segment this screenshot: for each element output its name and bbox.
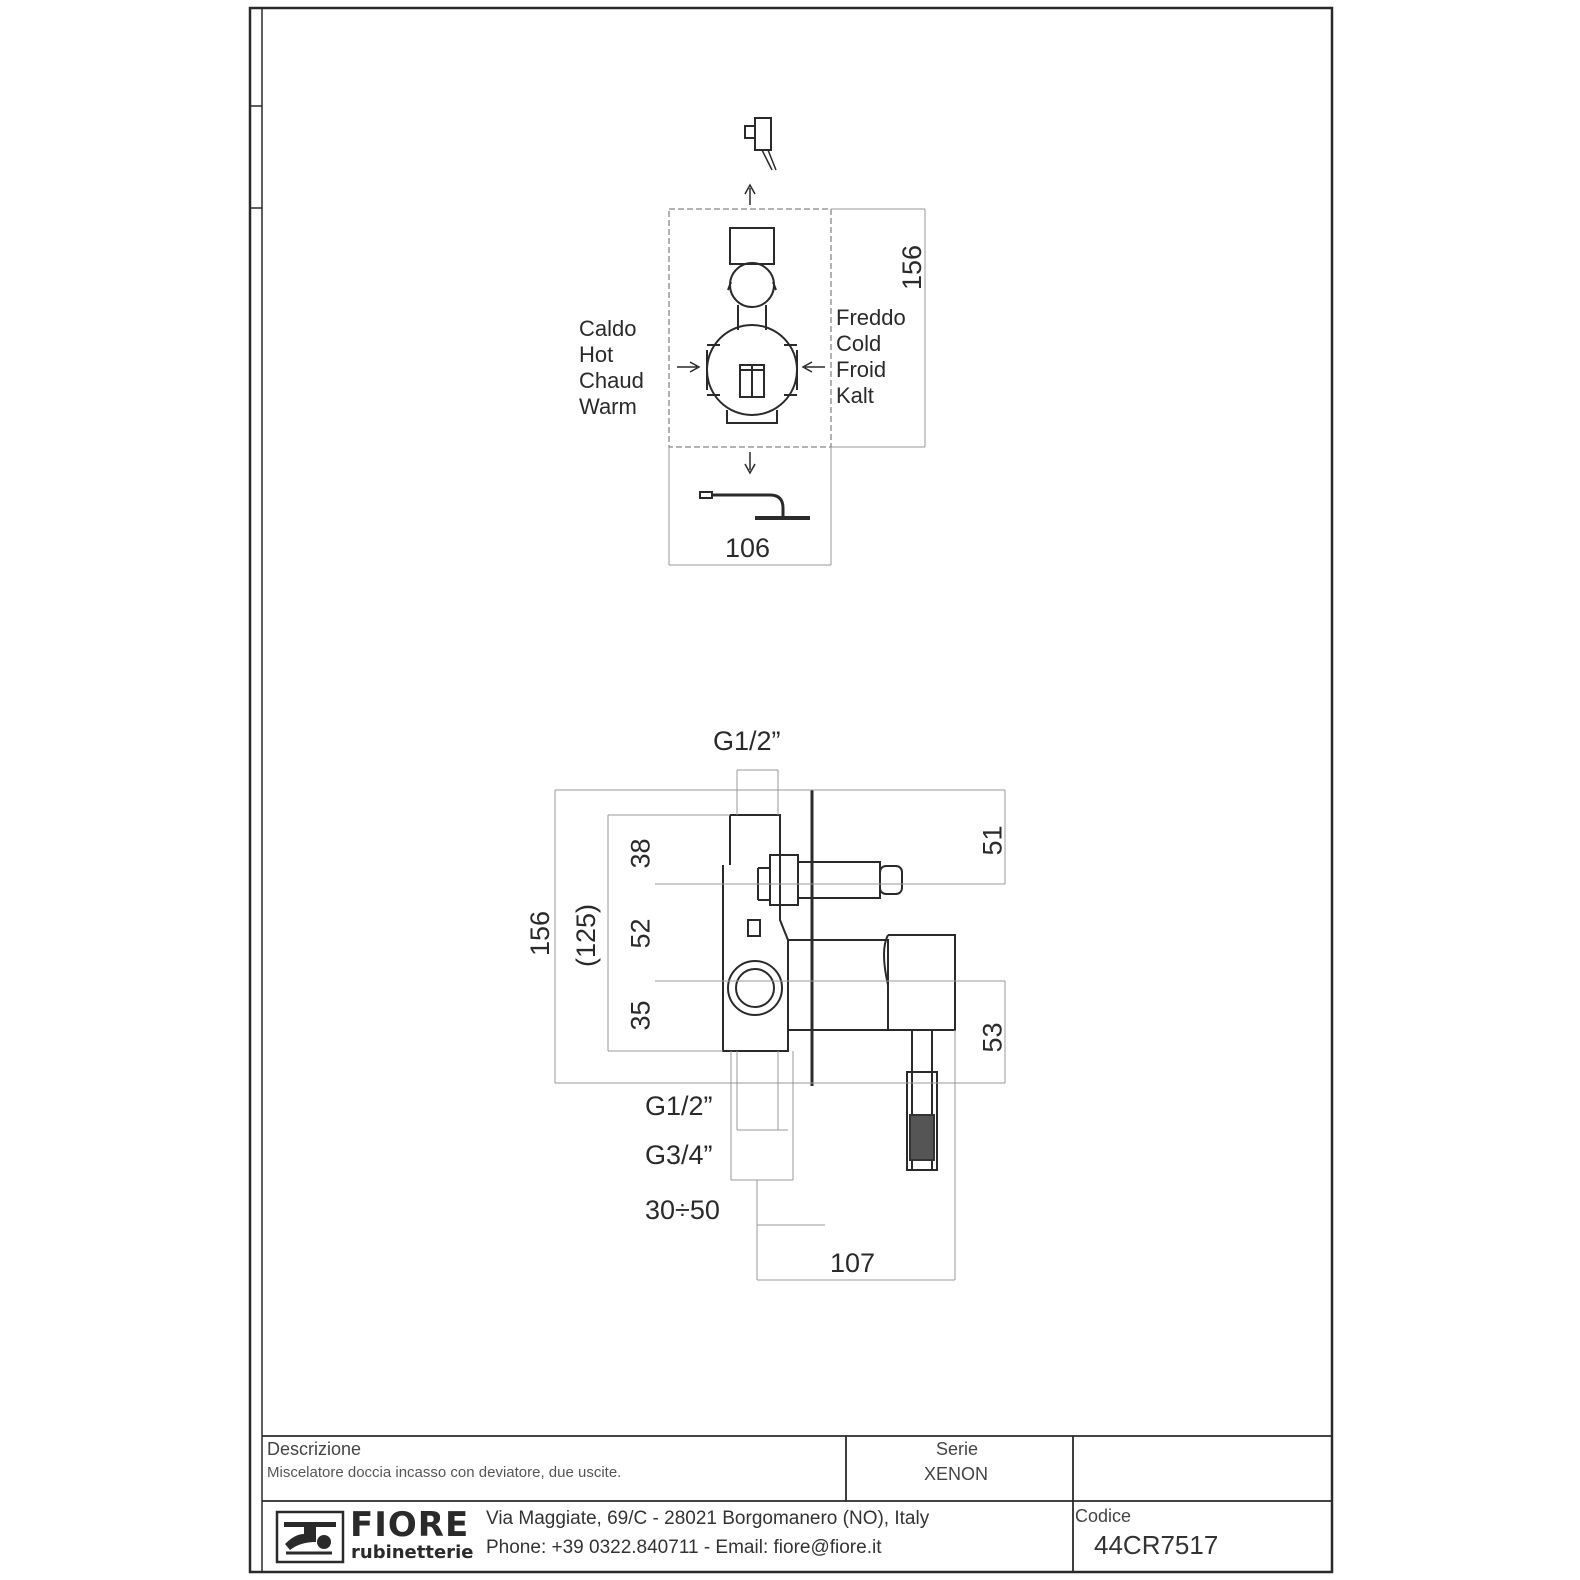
wall-depth-dimension: 30÷50 [645,1195,720,1225]
body-height-dimension: (125) [571,903,602,968]
hot-inlet-label-en: Hot [579,342,614,367]
dimension-52: 52 [625,918,656,949]
address-line: Via Maggiate, 69/C - 28021 Borgomanero (NO), Italy [486,1508,930,1529]
cold-inlet-label-it: Freddo [836,305,906,330]
contact-line: Phone: +39 0322.840711 - Email: fiore@fiore.it [486,1537,882,1558]
cold-inlet-label-en: Cold [836,331,882,356]
hot-inlet-label-fr: Chaud [579,368,644,393]
dimension-53: 53 [977,1022,1008,1053]
logo-sub-text: rubinetterie [351,1542,474,1563]
dimension-38: 38 [625,838,656,869]
cold-inlet-label-de: Kalt [836,383,874,408]
code-header: Codice [1075,1506,1132,1526]
dimension-51: 51 [977,825,1008,856]
code-value: 44CR7517 [1094,1530,1219,1560]
front-height-dimension: 156 [897,244,928,291]
logo-brand-text: FIORE [350,1505,470,1545]
front-width-dimension: 106 [725,533,771,563]
cold-inlet-label-fr: Froid [836,357,887,382]
hot-inlet-label-de: Warm [579,394,637,419]
hot-inlet-label-it: Caldo [579,316,637,341]
side-view [555,770,1005,1280]
description-header: Descrizione [267,1439,362,1459]
series-value: XENON [924,1464,989,1484]
description-text: Miscelatore doccia incasso con deviatore, due uscite. [267,1464,622,1481]
series-header: Serie [936,1439,979,1459]
front-view [669,118,925,565]
top-thread-label: G1/2” [713,726,781,756]
dimension-35: 35 [625,1000,656,1031]
depth-dimension: 107 [830,1248,876,1278]
fiore-logo-icon [277,1512,343,1562]
bottom-thread-label-1: G1/2” [645,1091,713,1121]
bottom-thread-label-2: G3/4” [645,1140,713,1170]
overall-height-dimension: 156 [525,910,556,957]
